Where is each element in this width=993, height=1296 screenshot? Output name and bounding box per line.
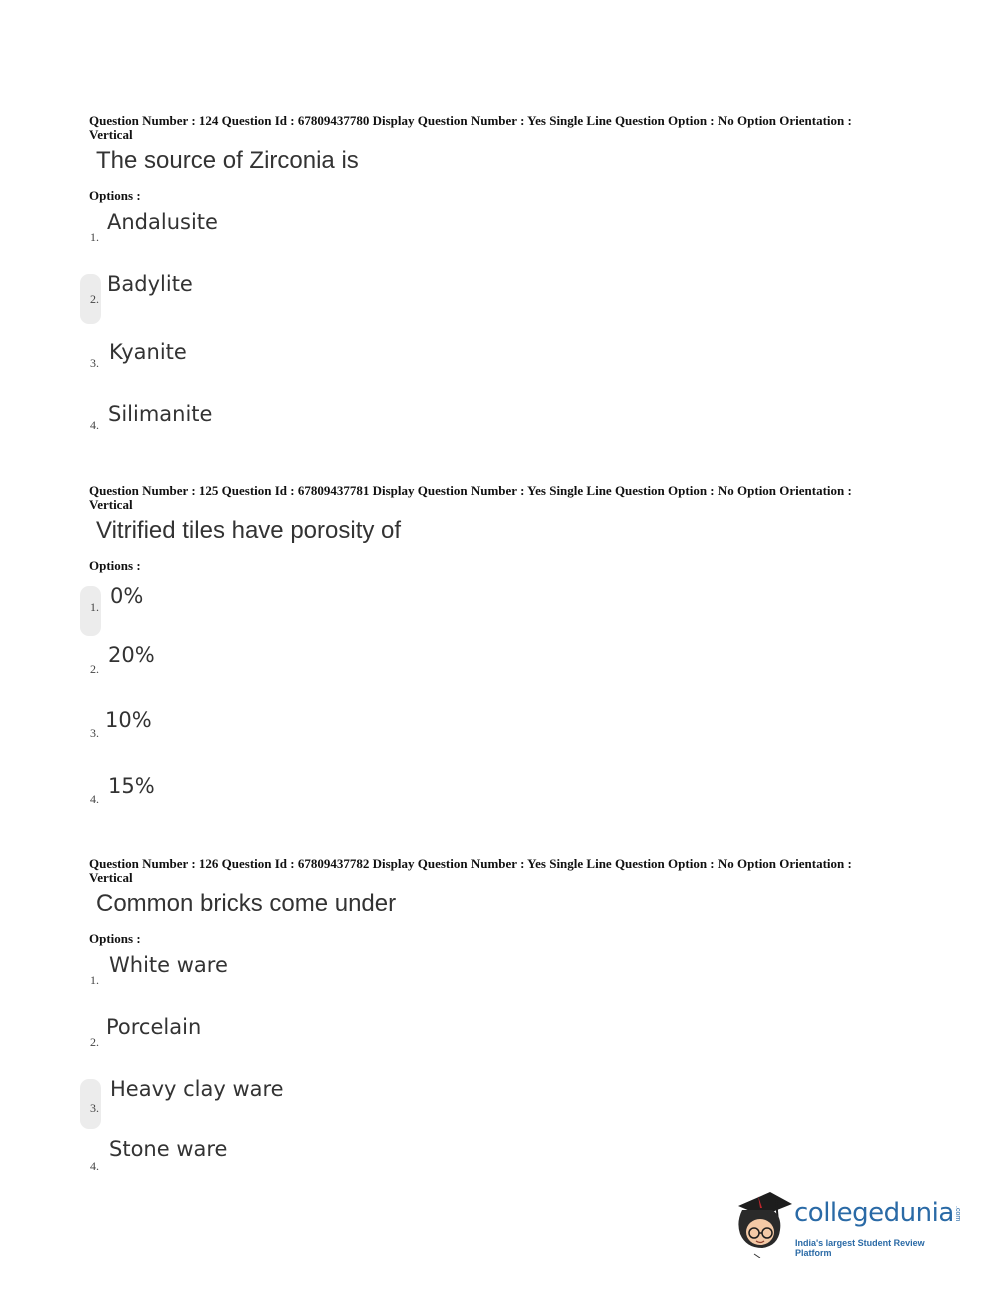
option-number: 3. xyxy=(90,356,99,370)
student-mascot-icon xyxy=(732,1188,794,1258)
logo-domain: .com xyxy=(954,1206,961,1222)
question-text: The source of Zirconia is xyxy=(96,147,359,174)
option-text: Heavy clay ware xyxy=(110,1077,284,1101)
collegedunia-logo xyxy=(732,1188,962,1258)
option-text: 0% xyxy=(110,584,144,608)
option-2[interactable] xyxy=(89,640,589,696)
option-1[interactable] xyxy=(89,951,589,1007)
question-block-125 xyxy=(89,484,889,834)
option-text: 10% xyxy=(105,708,152,732)
logo-wordmark: collegedunia xyxy=(794,1198,954,1228)
option-text: Stone ware xyxy=(109,1137,228,1161)
option-text: Kyanite xyxy=(109,340,187,364)
question-text: Common bricks come under xyxy=(96,890,397,917)
option-number: 3. xyxy=(90,726,99,740)
options-label: Options : xyxy=(89,931,141,946)
option-number: 1. xyxy=(90,230,99,244)
option-number: 4. xyxy=(90,1159,99,1173)
question-meta: Question Number : 126 Question Id : 67809437782 Display Question Number : Yes Single Line Question Option : No Option Orientation : Vertical xyxy=(89,856,852,885)
option-number: 4. xyxy=(90,792,99,806)
option-text: 15% xyxy=(108,774,155,798)
option-text: Badylite xyxy=(107,272,193,296)
option-number: 2. xyxy=(90,1035,99,1049)
option-number: 2. xyxy=(90,662,99,676)
option-number: 4. xyxy=(90,418,99,432)
option-text: Silimanite xyxy=(108,402,213,426)
option-1[interactable] xyxy=(89,576,589,632)
option-text: Porcelain xyxy=(106,1015,202,1039)
option-2[interactable] xyxy=(89,266,589,322)
options-label: Options : xyxy=(89,188,141,203)
option-3[interactable] xyxy=(89,704,589,760)
options-label: Options : xyxy=(89,558,141,573)
option-2[interactable] xyxy=(89,1013,589,1069)
option-1[interactable] xyxy=(89,208,589,264)
option-text: Andalusite xyxy=(107,210,218,234)
option-3[interactable] xyxy=(89,336,589,392)
option-number: 1. xyxy=(90,973,99,987)
logo-tagline: India's largest Student Review Platform xyxy=(795,1238,925,1258)
option-text: White ware xyxy=(109,953,228,977)
option-number-selected: 1. xyxy=(80,586,101,636)
option-text: 20% xyxy=(108,643,155,667)
option-4[interactable] xyxy=(89,770,589,826)
option-3[interactable] xyxy=(89,1071,589,1127)
question-text: Vitrified tiles have porosity of xyxy=(96,517,402,544)
question-meta: Question Number : 125 Question Id : 67809437781 Display Question Number : Yes Single Line Question Option : No Option Orientation : Vertical xyxy=(89,483,852,512)
option-number-selected: 3. xyxy=(80,1079,101,1129)
option-number-selected: 2. xyxy=(80,274,101,324)
question-meta: Question Number : 124 Question Id : 67809437780 Display Question Number : Yes Single Line Question Option : No Option Orientation : Vertical xyxy=(89,113,852,142)
question-block-124 xyxy=(89,114,889,464)
option-4[interactable] xyxy=(89,398,589,454)
question-block-126 xyxy=(89,857,889,1207)
option-4[interactable] xyxy=(89,1137,589,1193)
